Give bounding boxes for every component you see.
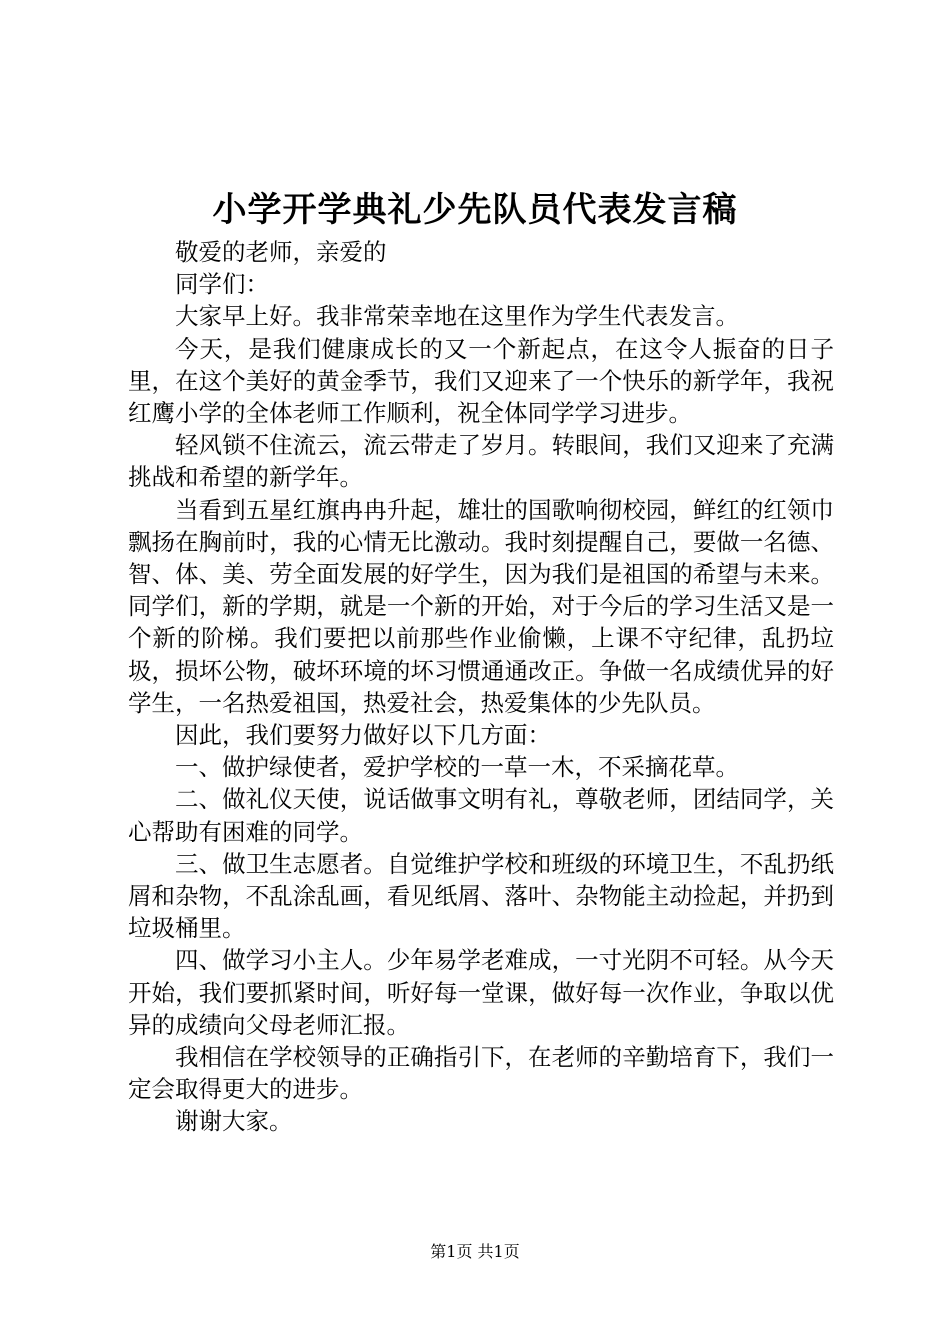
paragraph-new-year: 轻风锁不住流云，流云带走了岁月。转眼间，我们又迎来了充满挑战和希望的新学年。: [128, 431, 834, 492]
paragraph-flag-raising: 当看到五星红旗冉冉升起，雄壮的国歌响彻校园，鲜红的红领巾飘扬在胸前时，我的心情无比激动。我时刻提醒自己，要做一名德、智、体、美、劳全面发展的好学生，因为我们是祖国的希望与未来。同学们，新的学期，就是一个新的开始，对于今后的学习生活又是一个新的阶梯。我们要把以前那些作业偷懒，上课不守纪律，乱扔垃圾，损坏公物，破坏环境的坏习惯通通改正。争做一名成绩优异的好学生，一名热爱祖国，热爱社会，热爱集体的少先队员。: [128, 495, 834, 717]
page-footer: 第1页 共1页: [430, 1242, 520, 1261]
paragraph-thanks: 谢谢大家。: [175, 1107, 293, 1136]
paragraph-point-4: 四、做学习小主人。少年易学老难成，一寸光阴不可轻。从今天开始，我们要抓紧时间，听好每一堂课，做好每一次作业，争取以优异的成绩向父母老师汇报。: [128, 946, 834, 1039]
paragraph-point-1: 一、做护绿使者，爱护学校的一草一木，不采摘花草。: [175, 753, 739, 782]
paragraph-belief: 我相信在学校领导的正确指引下，在老师的辛勤培育下，我们一定会取得更大的进步。: [128, 1043, 834, 1104]
paragraph-point-3: 三、做卫生志愿者。自觉维护学校和班级的环境卫生，不乱扔纸屑和杂物，不乱涂乱画，看见纸屑、落叶、杂物能主动捡起，并扔到垃圾桶里。: [128, 849, 834, 943]
paragraph-new-start: 今天，是我们健康成长的又一个新起点，在这令人振奋的日子里，在这个美好的黄金季节，我们又迎来了一个快乐的新学年，我祝红鹰小学的全体老师工作顺利，祝全体同学学习进步。: [128, 334, 834, 428]
document-body: [128, 236, 834, 1138]
paragraph-salutation-2: 同学们：: [175, 270, 269, 299]
paragraph-point-2: 二、做礼仪天使，说话做事文明有礼，尊敬老师，团结同学，关心帮助有困难的同学。: [128, 785, 834, 846]
paragraph-salutation-1: 敬爱的老师，亲爱的: [175, 238, 387, 266]
document-title: 小学开学典礼少先队员代表发言稿: [212, 190, 738, 230]
paragraph-greeting: 大家早上好。我非常荣幸地在这里作为学生代表发言。: [175, 302, 739, 331]
paragraph-therefore: 因此，我们要努力做好以下几方面：: [175, 721, 551, 750]
